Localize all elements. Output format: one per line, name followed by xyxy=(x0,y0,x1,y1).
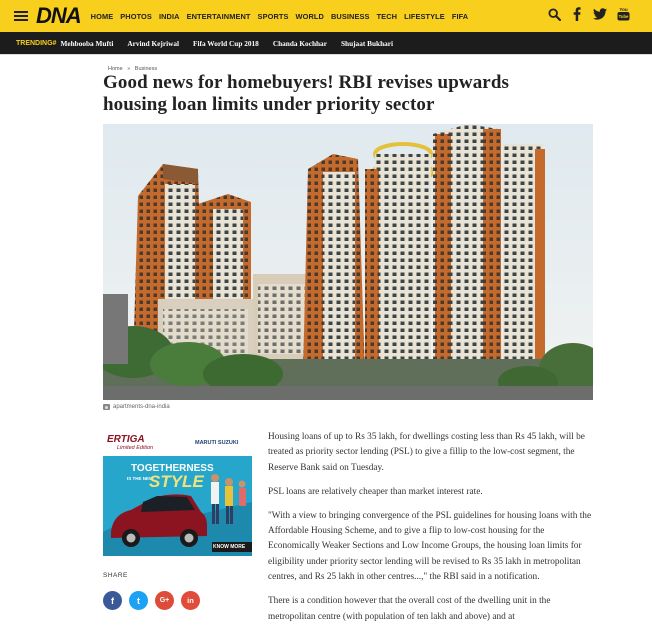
image-caption xyxy=(103,404,170,410)
article-paragraph: PSL loans are relatively cheaper than market interest rate. xyxy=(268,486,483,497)
twitter-share-button[interactable] xyxy=(129,591,148,610)
trending-bar xyxy=(0,32,652,54)
article-hero-image xyxy=(103,124,593,400)
apartment-towers-illustration xyxy=(103,124,593,400)
nav-item-india[interactable]: INDIA xyxy=(158,11,180,21)
nav-item-fifa[interactable]: FIFA xyxy=(451,11,469,21)
nav-item-lifestyle[interactable]: LIFESTYLE xyxy=(404,11,445,21)
header-divider xyxy=(0,54,652,55)
ad-tagline-3: STYLE xyxy=(149,472,204,491)
article-body xyxy=(268,430,594,633)
header-icons xyxy=(547,6,630,22)
article-paragraph: Housing loans of up to Rs 35 lakh, for dwellings costing less than Rs 45 lakh, will be treated as priority sector lending (PSL) to give a fillip to the low-cost segment, the Reserve Bank said on Tuesday. xyxy=(268,432,585,473)
google-plus-share-button[interactable] xyxy=(155,591,174,610)
nav-item-world[interactable]: WORLD xyxy=(295,11,324,21)
search-icon[interactable] xyxy=(547,6,561,22)
youtube-icon[interactable] xyxy=(616,6,630,22)
trending-item[interactable]: Shujaat Bukhari xyxy=(340,38,394,48)
svg-text:You: You xyxy=(618,7,628,12)
camera-icon xyxy=(103,404,110,410)
ad-maker: MARUTI SUZUKI xyxy=(195,440,239,446)
breadcrumb-business[interactable]: Business xyxy=(134,66,158,72)
nav-item-tech[interactable]: TECH xyxy=(376,11,398,21)
linkedin-share-button[interactable] xyxy=(181,591,200,610)
image-caption-text: apartments-dna-india xyxy=(113,404,170,410)
facebook-icon[interactable] xyxy=(570,6,584,22)
trending-item[interactable]: Mehbooba Mufti xyxy=(60,38,114,48)
site-logo[interactable]: DNA xyxy=(36,3,81,28)
linkedin-icon: in xyxy=(187,596,194,605)
breadcrumb-separator: » xyxy=(127,66,131,72)
trending-item[interactable]: Chanda Kochhar xyxy=(272,38,327,48)
share-buttons xyxy=(103,591,200,610)
trending-item[interactable]: Arvind Kejriwal xyxy=(127,38,180,48)
breadcrumb-home[interactable]: Home xyxy=(108,66,123,72)
nav-item-photos[interactable]: PHOTOS xyxy=(120,11,152,21)
google-plus-icon: G+ xyxy=(159,597,170,604)
article-paragraph: There is a condition however that the overall cost of the dwelling unit in the metropolitan centre (with population of ten lakh and above) and at xyxy=(268,596,551,622)
ad-cta-button[interactable]: KNOW MORE xyxy=(213,544,246,550)
twitter-icon[interactable] xyxy=(593,6,607,22)
trending-label: TRENDING# xyxy=(16,39,57,47)
article-headline: Good news for homebuyers! RBI revises upwards housing loan limits under priority sector xyxy=(103,72,509,115)
article-paragraph: "With a view to bringing convergence of the PSL guidelines for housing loans with the Affordable Housing Scheme, and to give a flip to low-cost housing for the Economically Weaker Sections and Low Income Groups, the housing loan limits for eligibility under priority sector lending will be revised to Rs 35 lakh in metropolitan centres, and Rs 25 lakh in other centres...," the RBI said in a notification. xyxy=(268,510,592,583)
top-navbar xyxy=(0,0,652,32)
svg-text:Tube: Tube xyxy=(618,14,628,20)
share-label: SHARE xyxy=(103,572,128,579)
advertisement[interactable] xyxy=(103,432,252,556)
ad-tagline-1: TOGETHERNESS xyxy=(131,463,214,474)
ad-brand: ERTIGA xyxy=(107,434,145,445)
trending-item[interactable]: Fifa World Cup 2018 xyxy=(193,38,259,48)
ad-tagline-2: IS THE NEW xyxy=(127,476,154,481)
main-nav xyxy=(91,12,476,21)
twitter-icon: t xyxy=(137,595,140,606)
hamburger-menu-icon[interactable] xyxy=(14,11,28,21)
nav-item-home[interactable]: HOME xyxy=(90,11,114,21)
facebook-icon: f xyxy=(111,595,114,606)
facebook-share-button[interactable] xyxy=(103,591,122,610)
ad-edition: Limited Edition xyxy=(117,445,154,451)
nav-item-business[interactable]: BUSINESS xyxy=(330,11,370,21)
nav-item-sports[interactable]: SPORTS xyxy=(257,11,289,21)
nav-item-entertainment[interactable]: ENTERTAINMENT xyxy=(186,11,251,21)
